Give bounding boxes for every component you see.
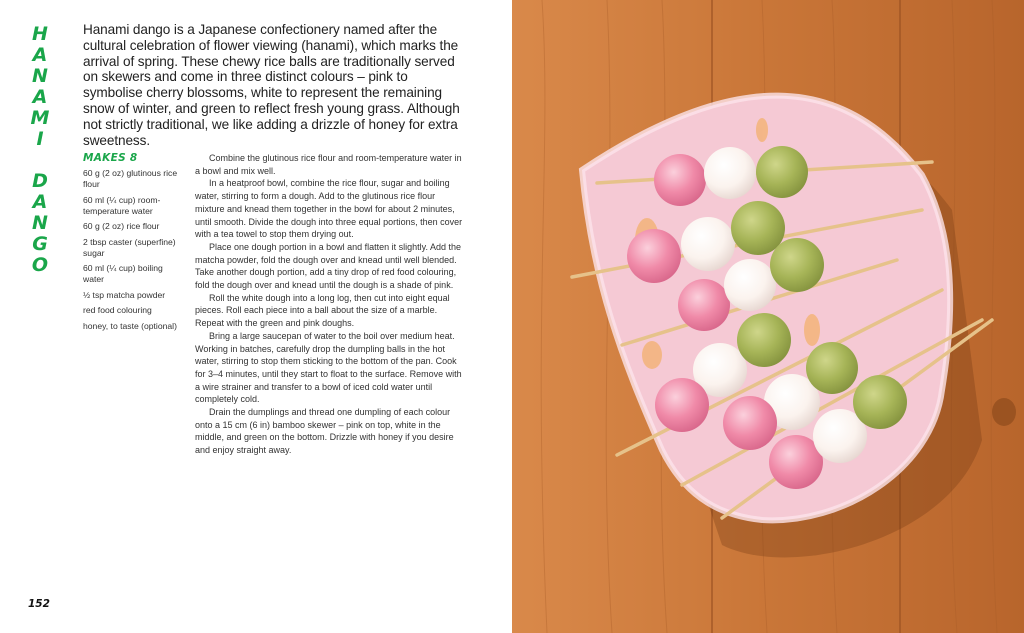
title-letter: O [31, 254, 49, 276]
wood-knot [992, 398, 1016, 426]
title-letter: G [32, 233, 48, 255]
dango-skewer-1 [654, 146, 808, 206]
method-step: Bring a large saucepan of water to the boil over medium heat. Working in batches, carefully drop the dumpling balls in the hot water, stirring to stop them sticking to the bottom of the pan. Cook for 3–4 minutes, until they start to float to the surface. Remove with a wire strainer and transfer to a bowl of iced cold water until completely cold. [195, 330, 462, 405]
page-number: 152 [28, 598, 50, 610]
dango-white [704, 147, 756, 199]
ingredient-item: red food colouring [83, 305, 152, 316]
method-steps [195, 152, 463, 457]
dango-pink [654, 154, 706, 206]
title-letter: A [32, 191, 48, 213]
dango-white [724, 259, 776, 311]
dango-pink [655, 378, 709, 432]
dango-green [806, 342, 858, 394]
dango-green [853, 375, 907, 429]
ingredient-item: 60 g (2 oz) glutinous rice flour [83, 168, 178, 190]
ingredient-item: ½ tsp matcha powder [83, 289, 166, 300]
method-step: In a heatproof bowl, combine the rice flour, sugar and boiling water, stirring to form a dough. Add to the glutinous rice flour mixture and knead them together in the bowl for about 2 minutes, until smooth. Divide the dough into three equal portions, then cover with a tea towel to stop them drying out. [195, 178, 463, 240]
intro-paragraph: Hanami dango is a Japanese confectionery named after the cultural celebration of flower viewing (hanami), which marks the arrival of spring. These chewy rice balls are traditionally served on skewers and come in three distinct colours – pink to symbolise cherry blossoms, white to represent the remaining snow of winter, and green to reflect fresh young grass. Although not strictly traditional, we like adding a drizzle of honey for extra sweetness. [83, 22, 460, 148]
dango-pink [627, 229, 681, 283]
method-step: Drain the dumplings and thread one dumpling of each colour onto a 15 cm (6 in) bamboo skewer – pink on top, white in the middle, and green on the bottom. Drizzle with honey if you desire and enjoy straight away. [195, 407, 454, 456]
title-letter: A [32, 44, 48, 66]
ingredient-item: 60 ml (¼ cup) room-temperature water [83, 194, 161, 216]
ingredient-list [83, 168, 183, 336]
recipe-title [28, 24, 52, 276]
dango-green [737, 313, 791, 367]
dango-green [770, 238, 824, 292]
title-letter: H [32, 23, 48, 45]
photo-page [512, 0, 1024, 633]
dango-photo [512, 0, 1024, 633]
ingredient-item: honey, to taste (optional) [83, 320, 177, 331]
title-letter: N [32, 65, 48, 87]
ingredient-item: 2 tbsp caster (superfine) sugar [83, 236, 176, 258]
dango-green [731, 201, 785, 255]
dango-green [756, 146, 808, 198]
method-step: Place one dough portion in a bowl and flatten it slightly. Add the matcha powder, fold the dough over and knead until well blended. Take another dough portion, add a tiny drop of red food colouring, fold the dough over and knead until the dough is a shade of pink. [195, 241, 462, 291]
dango-pink [723, 396, 777, 450]
title-letter: N [32, 212, 48, 234]
title-letter: A [32, 86, 48, 108]
title-letter: D [32, 170, 48, 192]
dango-white [681, 217, 735, 271]
title-letter: I [36, 128, 44, 150]
dango-pink [678, 279, 730, 331]
method-step: Roll the white dough into a long log, then cut into eight equal pieces. Roll each piece into a ball about the size of a marble. Repeat with the green and pink doughs. [195, 292, 450, 329]
ingredient-item: 60 g (2 oz) rice flour [83, 221, 160, 232]
method-step: Combine the glutinous rice flour and room-temperature water in a bowl and mix well. [195, 153, 462, 176]
ingredient-item: 60 ml (¼ cup) boiling water [83, 263, 163, 285]
title-letter: M [30, 107, 50, 129]
makes-label: MAKES 8 [83, 152, 138, 164]
